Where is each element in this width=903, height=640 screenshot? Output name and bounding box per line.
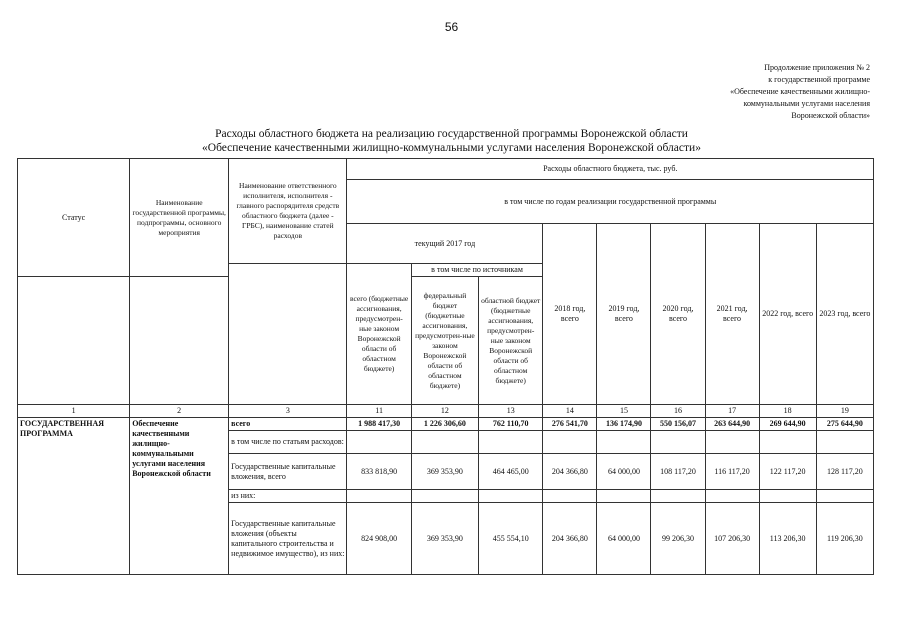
column-number: 16 [651, 405, 705, 418]
header-executor: Наименование ответственного исполнителя, исполнителя - главного распорядителя средств областного бюджета (далее - ГРБС), наименование статей расходов [229, 159, 347, 264]
column-number: 17 [705, 405, 759, 418]
value-cell: 276 541,70 [543, 418, 597, 431]
table-row [18, 418, 874, 431]
header-name-blank [130, 277, 229, 405]
header-total: всего (бюджетные ассигнования, предусмотрен-ные законом Воронежской области об областном бюджете) [347, 264, 411, 405]
value-cell: 762 110,70 [479, 418, 543, 431]
value-cell [597, 490, 651, 503]
column-number: 15 [597, 405, 651, 418]
appendix-line: к государственной программе [768, 75, 870, 84]
row-label: всего [229, 418, 347, 431]
column-number: 19 [816, 405, 873, 418]
value-cell [759, 490, 816, 503]
column-number: 14 [543, 405, 597, 418]
row-label: из них: [229, 490, 347, 503]
value-cell: 1 226 306,60 [411, 418, 478, 431]
header-2019: 2019 год, всего [597, 224, 651, 405]
value-cell: 275 644,90 [816, 418, 873, 431]
value-cell [411, 431, 478, 454]
value-cell: 269 644,90 [759, 418, 816, 431]
column-number: 3 [229, 405, 347, 418]
value-cell: 1 988 417,30 [347, 418, 411, 431]
value-cell [543, 490, 597, 503]
header-2020: 2020 год, всего [651, 224, 705, 405]
value-cell: 119 206,30 [816, 503, 873, 575]
header-status: Статус [18, 159, 130, 277]
column-number: 2 [130, 405, 229, 418]
value-cell: 64 000,00 [597, 503, 651, 575]
value-cell: 369 353,90 [411, 454, 478, 490]
value-cell: 128 117,20 [816, 454, 873, 490]
column-number: 11 [347, 405, 411, 418]
value-cell: 550 156,07 [651, 418, 705, 431]
value-cell [411, 490, 478, 503]
value-cell [816, 431, 873, 454]
value-cell: 263 644,90 [705, 418, 759, 431]
column-number: 12 [411, 405, 478, 418]
value-cell [759, 431, 816, 454]
document-title [0, 127, 903, 155]
program-status: ГОСУДАРСТВЕННАЯ ПРОГРАММА [18, 418, 130, 575]
value-cell [816, 490, 873, 503]
header-2023: 2023 год, всего [816, 224, 873, 405]
appendix-line: Продолжение приложения № 2 [764, 63, 870, 72]
header-expenses: Расходы областного бюджета, тыс. руб. [347, 159, 874, 180]
value-cell: 455 554,10 [479, 503, 543, 575]
program-name: Обеспечение качественными жилищно-коммунальными услугами населения Воронежской области [130, 418, 229, 575]
row-label: в том числе по статьям расходов: [229, 431, 347, 454]
value-cell [597, 431, 651, 454]
header-by-years: в том числе по годам реализации государственной программы [347, 180, 874, 224]
column-number: 18 [759, 405, 816, 418]
header-2018: 2018 год, всего [543, 224, 597, 405]
value-cell [347, 490, 411, 503]
value-cell: 64 000,00 [597, 454, 651, 490]
value-cell: 107 206,30 [705, 503, 759, 575]
header-2021: 2021 год, всего [705, 224, 759, 405]
value-cell [651, 431, 705, 454]
value-cell: 136 174,90 [597, 418, 651, 431]
column-number: 1 [18, 405, 130, 418]
header-regional: областной бюджет (бюджетные ассигнования, предусмотрен-ные законом Воронежской области об областном бюджете) [479, 277, 543, 405]
value-cell: 108 117,20 [651, 454, 705, 490]
column-numbers-row [18, 405, 874, 418]
budget-table [17, 158, 874, 575]
value-cell: 113 206,30 [759, 503, 816, 575]
row-label: Государственные капитальные вложения (объекты капитального строительства и недвижимое имущество), из них: [229, 503, 347, 575]
value-cell [479, 490, 543, 503]
value-cell [479, 431, 543, 454]
value-cell [543, 431, 597, 454]
title-line-1: Расходы областного бюджета на реализацию государственной программы Воронежской области [215, 128, 688, 140]
row-label: Государственные капитальные вложения, всего [229, 454, 347, 490]
value-cell [651, 490, 705, 503]
header-federal: федеральный бюджет (бюджетные ассигнования, предусмотрен-ные законом Воронежской области об областном бюджете) [411, 277, 478, 405]
value-cell: 824 908,00 [347, 503, 411, 575]
appendix-note [730, 62, 870, 122]
value-cell: 122 117,20 [759, 454, 816, 490]
header-status-blank [18, 277, 130, 405]
page-number: 56 [444, 20, 459, 34]
header-2022: 2022 год, всего [759, 224, 816, 405]
value-cell: 204 366,80 [543, 454, 597, 490]
column-number: 13 [479, 405, 543, 418]
header-current-year: текущий 2017 год [347, 224, 543, 264]
value-cell [705, 490, 759, 503]
value-cell [347, 431, 411, 454]
value-cell: 204 366,80 [543, 503, 597, 575]
header-name: Наименование государственной программы, подпрограммы, основного мероприятия [130, 159, 229, 277]
title-line-2: «Обеспечение качественными жилищно-коммунальными услугами населения Воронежской области» [202, 142, 701, 154]
appendix-line: коммунальными услугами населения [743, 99, 870, 108]
value-cell: 99 206,30 [651, 503, 705, 575]
value-cell: 369 353,90 [411, 503, 478, 575]
value-cell [705, 431, 759, 454]
value-cell: 116 117,20 [705, 454, 759, 490]
appendix-line: «Обеспечение качественными жилищно- [730, 87, 870, 96]
value-cell: 464 465,00 [479, 454, 543, 490]
value-cell: 833 818,90 [347, 454, 411, 490]
appendix-line: Воронежской области» [791, 111, 870, 120]
header-by-sources: в том числе по источникам [411, 264, 543, 277]
header-executor-blank [229, 264, 347, 405]
